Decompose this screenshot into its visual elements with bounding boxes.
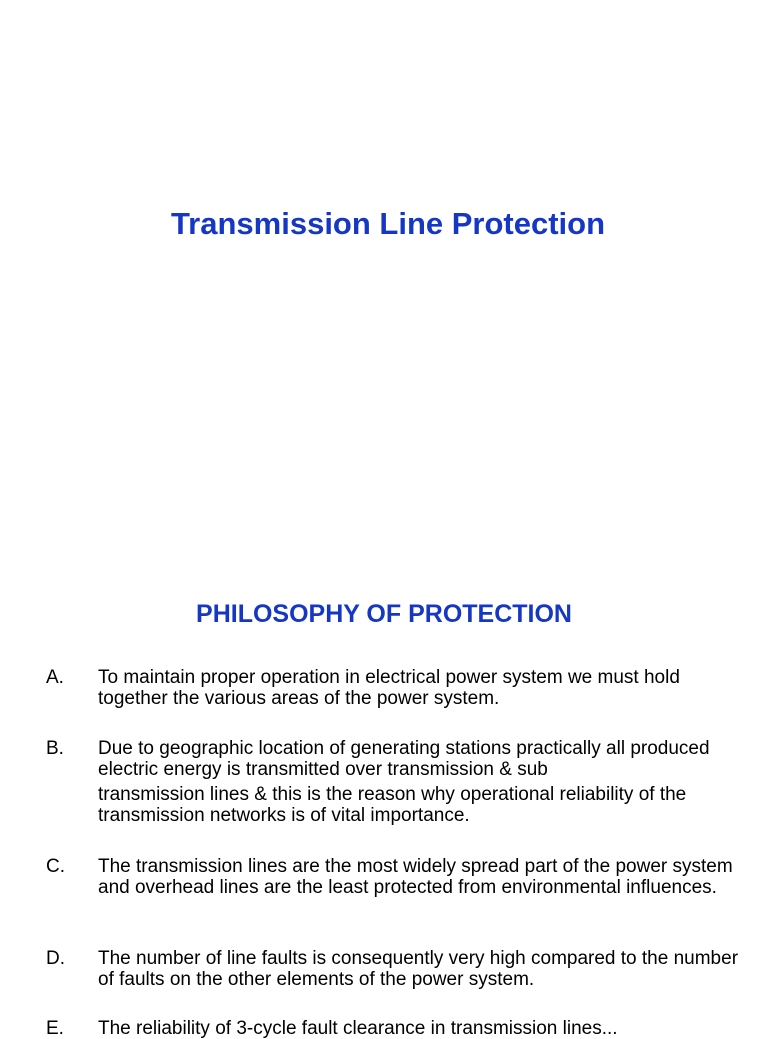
section-title: PHILOSOPHY OF PROTECTION [196, 600, 572, 628]
list-item-text-line: transmission lines & this is the reason why operational reliability of the transmission networks is of vital importance. [98, 784, 687, 826]
list-item-text: To maintain proper operation in electrical power system we must hold together the various areas of the power system. [98, 667, 680, 709]
list-item-text: The transmission lines are the most widely spread part of the power system and overhead lines are the least protected from environmental influences. [98, 856, 733, 898]
list-item-letter: D. [46, 948, 65, 969]
list-item-letter: E. [46, 1018, 64, 1039]
page-title: Transmission Line Protection [170, 206, 606, 241]
list-item-text-line: Due to geographic location of generating stations practically all produced electric energy is transmitted over transmission & sub [98, 738, 710, 780]
list-item-e [46, 1018, 746, 1039]
list-item-text: The number of line faults is consequently very high compared to the number of faults on the other elements of the power system. [98, 948, 739, 990]
list-item-letter: A. [46, 667, 64, 688]
list-item-text [98, 738, 746, 826]
list-item-letter: B. [46, 738, 64, 759]
list-item-c [46, 856, 746, 898]
list-item-a [46, 667, 746, 709]
list-item-text: The reliability of 3-cycle fault clearance in transmission lines... [98, 1018, 618, 1039]
list-item-d [46, 948, 746, 990]
list-item-b [46, 738, 746, 826]
list-item-letter: C. [46, 856, 65, 877]
